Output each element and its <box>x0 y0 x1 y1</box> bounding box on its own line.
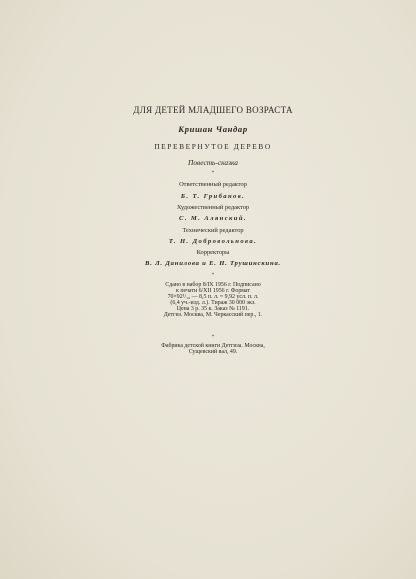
series-title: ДЛЯ ДЕТЕЙ МЛАДШЕГО ВОЗРАСТА <box>133 105 293 115</box>
imprint-line: (6,4 уч.-изд. л.). Тираж 30 000 экз. <box>170 299 256 306</box>
credit-name-tech-editor: Т. Н. Добровольнова. <box>168 238 258 245</box>
separator-star: * <box>211 273 215 278</box>
book-title: ПЕРЕВЕРНУТОЕ ДЕРЕВО <box>154 142 272 151</box>
printing-imprint <box>120 283 306 318</box>
factory-line: Фабрика детской книги Детгиза. Москва, <box>161 343 265 349</box>
credit-name-art-editor: С. М. Алянский. <box>179 215 247 222</box>
book-genre: Повесть-сказка <box>188 158 238 167</box>
imprint-line: Сдано в набор 8/IX 1956 г. Подписано <box>165 282 261 288</box>
factory-imprint <box>120 344 306 356</box>
factory-line: Сущевский вал, 49. <box>188 348 238 355</box>
credit-role-tech-editor: Технический редактор <box>182 227 244 234</box>
separator-star: * <box>211 171 215 176</box>
credit-name-proofreaders: В. Л. Данилова и Е. Н. Трушинскина. <box>145 260 281 267</box>
imprint-line: Детгиз. Москва, М. Черкасский пер., 1. <box>163 311 263 318</box>
credit-role-proofreaders: Корректоры <box>196 249 230 256</box>
credit-role-editor: Ответственный редактор <box>179 181 247 188</box>
separator-star: * <box>211 335 215 340</box>
imprint-line: Цена 3 р. 35 к. Заказ № 1191. <box>176 305 250 312</box>
imprint-line: к печати 6/XII 1956 г. Формат <box>176 287 250 294</box>
credit-role-art-editor: Художественный редактор <box>176 204 250 211</box>
credit-name-editor: Б. Т. Грибанов. <box>180 193 246 200</box>
author-name: Кришан Чандар <box>178 124 248 134</box>
imprint-line: 70×92¹/₁₆ — 8,5 п. л. = 9,92 усл. п. л. <box>167 293 259 300</box>
